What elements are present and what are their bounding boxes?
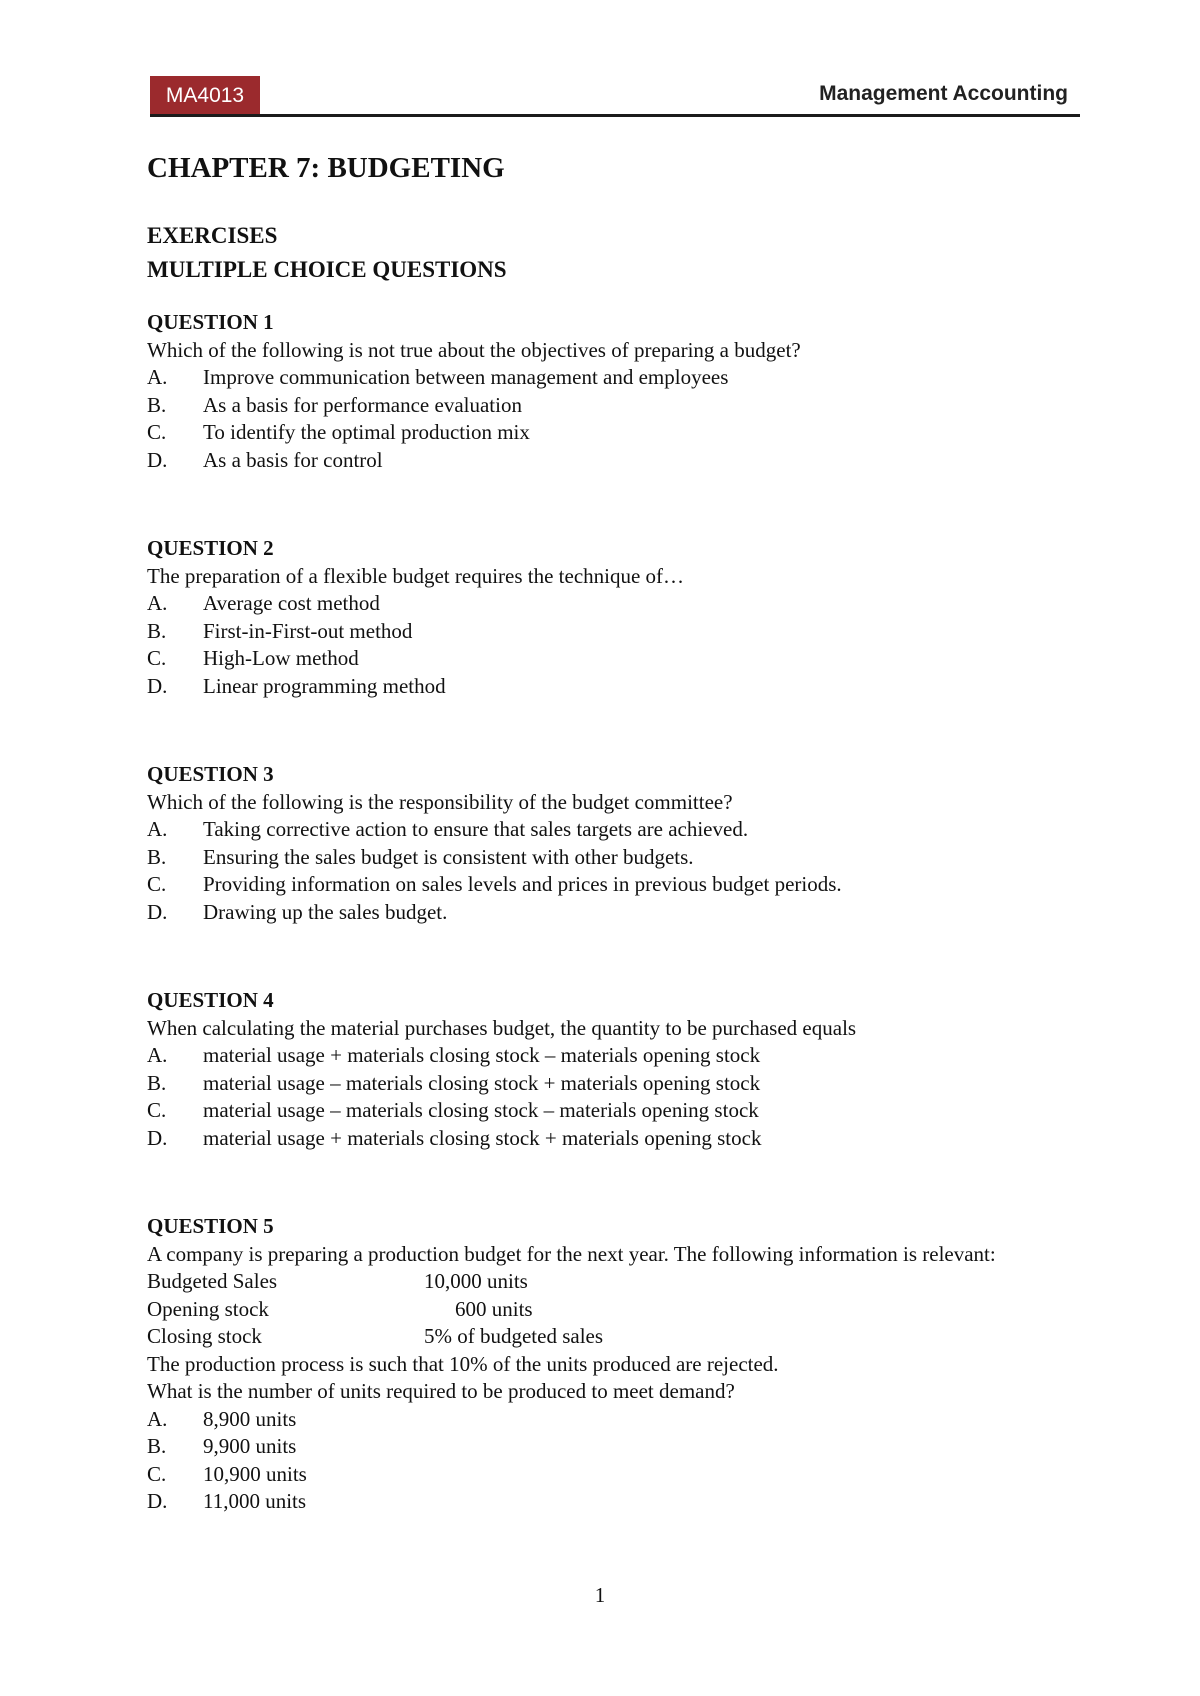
answer-option-a <box>147 1042 1067 1070</box>
option-text: As a basis for performance evaluation <box>203 392 522 417</box>
option-letter: A. <box>147 817 168 841</box>
option-text: Providing information on sales levels and prices in previous budget periods. <box>203 872 842 896</box>
info-value: 5% of budgeted sales <box>424 1324 604 1348</box>
chapter-title: CHAPTER 7: BUDGETING <box>147 152 505 184</box>
course-title: Management Accounting <box>819 82 1068 105</box>
option-letter: B. <box>147 1070 167 1095</box>
option-text: 9,900 units <box>203 1434 297 1458</box>
answer-option-b <box>147 392 1067 420</box>
option-letter: D. <box>147 673 168 698</box>
info-value: 600 units <box>455 1296 533 1321</box>
section-title: EXERCISES <box>147 223 278 248</box>
option-letter: D. <box>147 899 168 924</box>
option-text: 11,000 units <box>203 1489 307 1513</box>
option-letter: C. <box>147 1461 167 1486</box>
question-4 <box>147 987 1067 1152</box>
question-2 <box>147 535 1067 700</box>
option-text: material usage + materials closing stock – materials opening stock <box>203 1043 761 1067</box>
question-3 <box>147 761 1067 926</box>
option-text: material usage – materials closing stock + materials opening stock <box>203 1070 761 1095</box>
info-row-closing-stock <box>147 1323 1067 1351</box>
option-letter: A. <box>147 1043 168 1067</box>
option-letter: C. <box>147 646 167 670</box>
question-label: QUESTION 3 <box>147 762 274 786</box>
question-1 <box>147 309 1067 474</box>
answer-option-c <box>147 1461 1067 1489</box>
option-letter: D. <box>147 1489 168 1513</box>
info-label: Opening stock <box>147 1296 269 1321</box>
info-row-opening-stock <box>147 1296 1067 1324</box>
header-divider <box>150 114 1080 117</box>
course-code-badge: MA4013 <box>150 76 260 116</box>
option-text: Improve communication between management and employees <box>203 365 729 389</box>
option-letter: D. <box>147 447 168 472</box>
question-label: QUESTION 2 <box>147 536 274 560</box>
option-letter: C. <box>147 1098 167 1122</box>
option-text: To identify the optimal production mix <box>203 420 530 444</box>
answer-option-d <box>147 1125 1067 1153</box>
option-text: 10,900 units <box>203 1461 307 1486</box>
info-value: 10,000 units <box>424 1269 528 1293</box>
option-letter: C. <box>147 872 167 896</box>
info-row-budgeted-sales <box>147 1268 1067 1296</box>
answer-option-b <box>147 1433 1067 1461</box>
answer-option-a <box>147 1406 1067 1434</box>
question-label: QUESTION 4 <box>147 988 274 1012</box>
answer-option-b <box>147 1070 1067 1098</box>
answer-option-d <box>147 1488 1067 1516</box>
option-letter: A. <box>147 591 168 615</box>
option-text: High-Low method <box>203 646 359 670</box>
info-label: Budgeted Sales <box>147 1269 278 1293</box>
answer-option-d <box>147 899 1067 927</box>
option-letter: B. <box>147 844 167 869</box>
answer-option-c <box>147 419 1067 447</box>
question-label: QUESTION 1 <box>147 310 274 334</box>
option-text: First-in-First-out method <box>203 618 413 643</box>
question-text: The preparation of a flexible budget requires the technique of… <box>147 563 685 588</box>
option-text: Linear programming method <box>203 673 446 698</box>
answer-option-d <box>147 447 1067 475</box>
option-text: Average cost method <box>203 591 380 615</box>
answer-option-a <box>147 364 1067 392</box>
option-letter: A. <box>147 1406 168 1431</box>
production-info-table <box>147 1268 1067 1351</box>
question-text: A company is preparing a production budget for the next year. The following information is relevant: <box>147 1241 996 1266</box>
question-label: QUESTION 5 <box>147 1214 274 1238</box>
question-prompt: What is the number of units required to be produced to meet demand? <box>147 1379 735 1403</box>
section-subtitle: MULTIPLE CHOICE QUESTIONS <box>147 257 507 282</box>
option-letter: B. <box>147 1434 167 1458</box>
option-letter: B. <box>147 392 167 417</box>
question-text: Which of the following is not true about the objectives of preparing a budget? <box>147 337 801 362</box>
option-letter: B. <box>147 618 167 643</box>
option-text: material usage – materials closing stock – materials opening stock <box>203 1098 759 1122</box>
document-body <box>147 150 1067 1516</box>
answer-option-a <box>147 816 1067 844</box>
option-text: Ensuring the sales budget is consistent with other budgets. <box>203 844 694 869</box>
option-text: material usage + materials closing stock + materials opening stock <box>203 1125 762 1150</box>
answer-option-c <box>147 645 1067 673</box>
option-text: Drawing up the sales budget. <box>203 899 448 924</box>
option-text: 8,900 units <box>203 1406 297 1431</box>
answer-option-c <box>147 1097 1067 1125</box>
option-text: As a basis for control <box>203 447 383 472</box>
answer-option-d <box>147 673 1067 701</box>
option-letter: C. <box>147 420 167 444</box>
answer-option-b <box>147 844 1067 872</box>
question-text: Which of the following is the responsibility of the budget committee? <box>147 789 733 814</box>
question-note: The production process is such that 10% of the units produced are rejected. <box>147 1351 779 1376</box>
question-text: When calculating the material purchases budget, the quantity to be purchased equals <box>147 1015 857 1040</box>
answer-option-a <box>147 590 1067 618</box>
answer-option-b <box>147 618 1067 646</box>
option-letter: A. <box>147 365 168 389</box>
page-header <box>150 72 1080 116</box>
info-label: Closing stock <box>147 1324 262 1348</box>
option-letter: D. <box>147 1125 168 1150</box>
question-5 <box>147 1213 1067 1516</box>
page-number: 1 <box>594 1583 606 1607</box>
option-text: Taking corrective action to ensure that sales targets are achieved. <box>203 817 749 841</box>
answer-option-c <box>147 871 1067 899</box>
